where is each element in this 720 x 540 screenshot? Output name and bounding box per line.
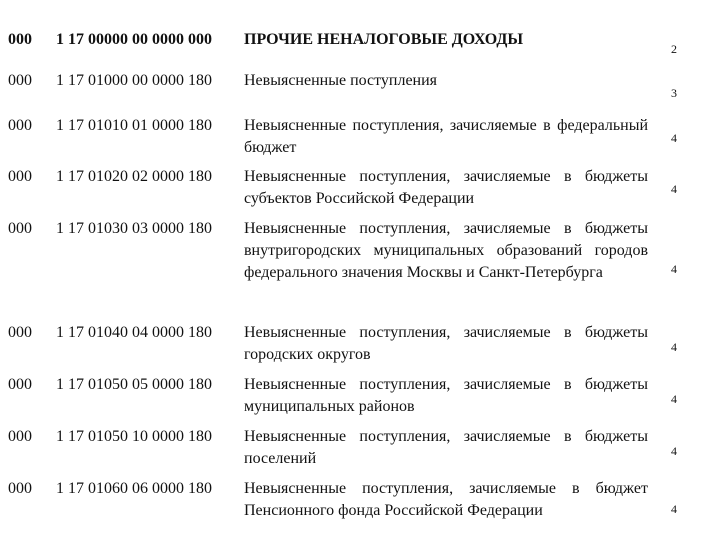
admin-code: 000 [8,72,32,89]
income-name: Невыясненные поступления, зачисляемые в федеральный бюджет [244,117,648,156]
income-name: Невыясненные поступления, зачисляемые в бюджет Пенсионного фонда Российской Федерации [244,480,648,519]
kbk-code: 1 17 01050 10 0000 180 [56,428,212,445]
admin-code: 000 [8,220,32,237]
kbk-code: 1 17 01060 06 0000 180 [56,480,212,497]
level-number: 4 [671,182,677,196]
admin-code: 000 [8,117,32,134]
level-number: 4 [671,131,677,145]
kbk-code: 1 17 00000 00 0000 000 [56,31,212,48]
admin-code: 000 [8,428,32,445]
kbk-code: 1 17 01020 02 0000 180 [56,168,212,185]
admin-code: 000 [8,376,32,393]
level-number: 4 [671,444,677,458]
kbk-code: 1 17 01000 00 0000 180 [56,72,212,89]
income-name: Невыясненные поступления, зачисляемые в бюджеты внутригородских муниципальных образований городов федерального значения Москвы и Санкт-Петербурга [244,220,648,281]
income-name: Невыясненные поступления, зачисляемые в бюджеты поселений [244,428,648,467]
admin-code: 000 [8,31,32,48]
level-number: 4 [671,502,677,516]
level-number: 4 [671,340,677,354]
kbk-code: 1 17 01050 05 0000 180 [56,376,212,393]
income-name: Невыясненные поступления [244,72,438,89]
level-number: 2 [671,42,677,56]
kbk-code: 1 17 01010 01 0000 180 [56,117,212,134]
kbk-code: 1 17 01040 04 0000 180 [56,324,212,341]
level-number: 4 [671,392,677,406]
admin-code: 000 [8,168,32,185]
income-name: ПРОЧИЕ НЕНАЛОГОВЫЕ ДОХОДЫ [244,31,524,48]
admin-code: 000 [8,480,32,497]
income-name: Невыясненные поступления, зачисляемые в бюджеты городских округов [244,324,648,363]
level-number: 3 [671,86,677,100]
admin-code: 000 [8,324,32,341]
kbk-code: 1 17 01030 03 0000 180 [56,220,212,237]
income-name: Невыясненные поступления, зачисляемые в бюджеты субъектов Российской Федерации [244,168,648,207]
income-name: Невыясненные поступления, зачисляемые в бюджеты муниципальных районов [244,376,648,415]
level-number: 4 [671,262,677,276]
